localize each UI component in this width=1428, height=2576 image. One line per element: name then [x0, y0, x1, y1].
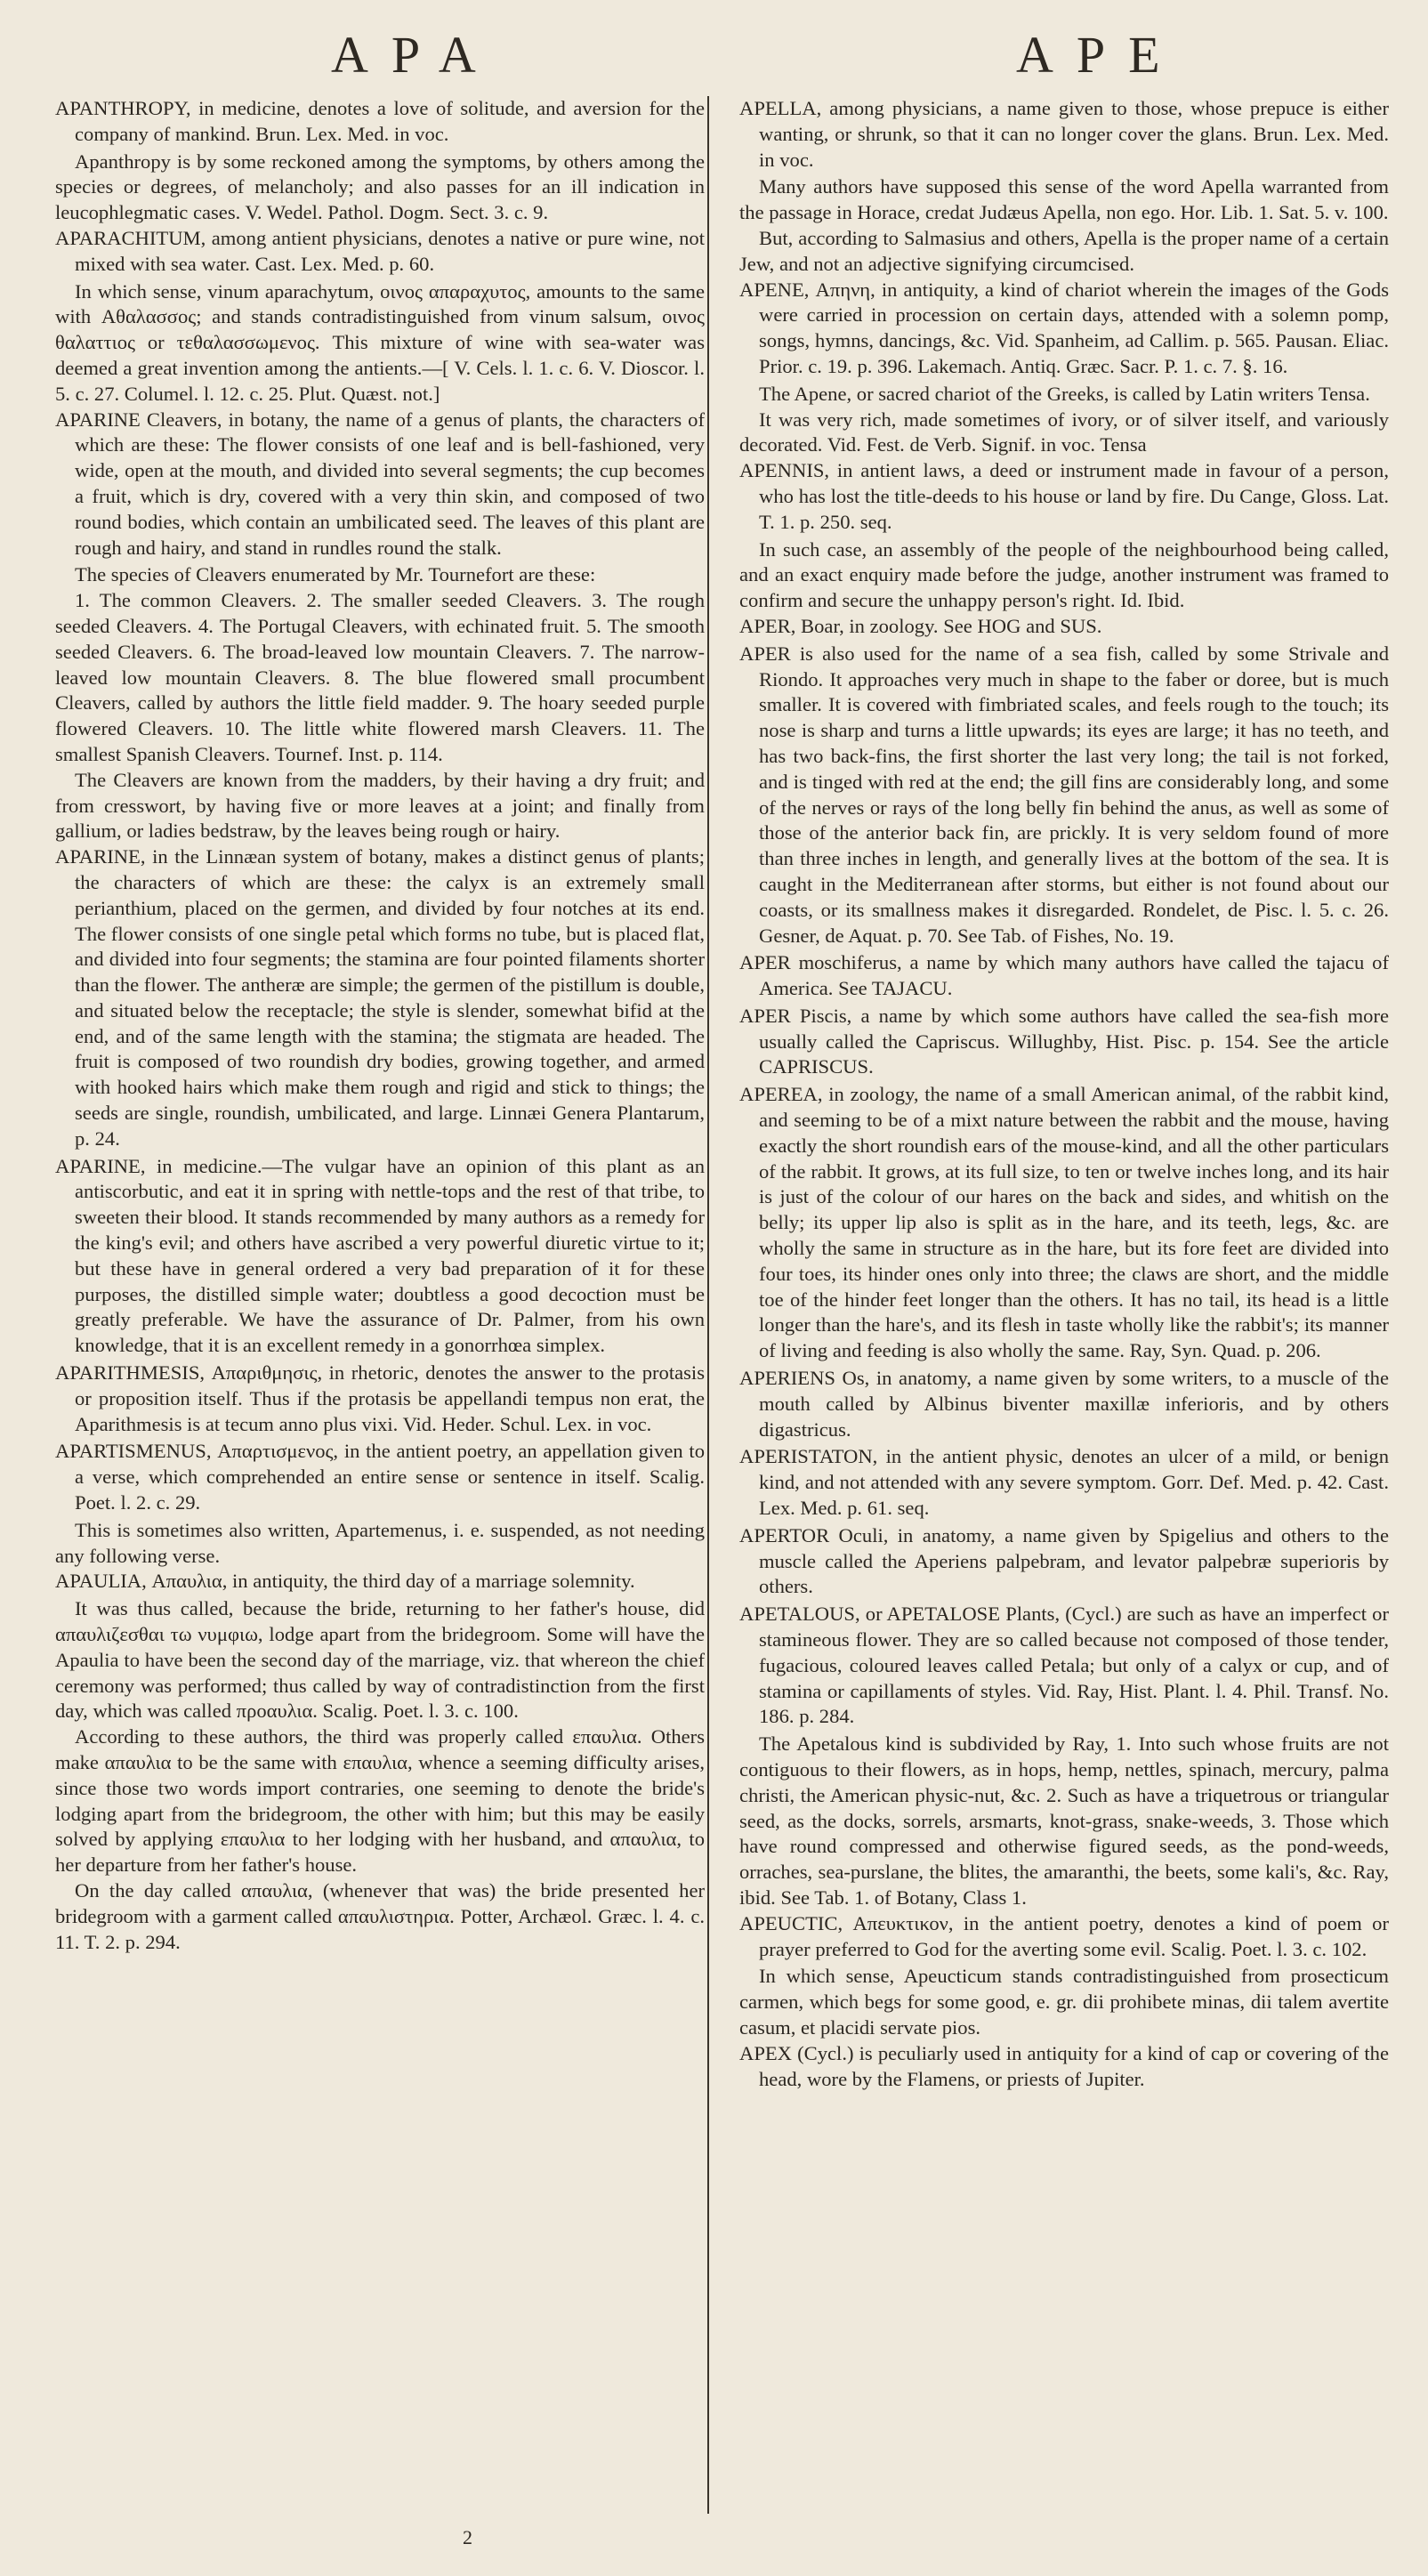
entry-paragraph: Many authors have supposed this sense of the word Apella warranted from the passage in Horace, credat Judæus Apella, non ego. Hor. Lib. 1. Sat. 5. v. 100. [739, 175, 1389, 224]
entry-paragraph: But, according to Salmasius and others, Apella is the proper name of a certain Jew, and not an adjective signifying circumcised. [739, 226, 1389, 275]
dictionary-entry: APARINE, in medicine.—The vulgar have an opinion of this plant as an antiscorbutic, and eat it in spring with nettle-tops and the rest of that tribe, to sweeten their blood. It stands recommended by many authors as a remedy for the king's evil; and others have ascribed a very powerful diuretic virtue to it; but these have in general ordered a very bad preparation of it for these purposes, the distilled simple water; doubtless a good decoction must be greatly preferable. We have the assurance of Dr. Palmer, from his own knowledge, that it is an excellent remedy in a gonorrhœa simplex. [55, 1154, 705, 1357]
dictionary-entry: APARACHITUM, among antient physicians, denotes a native or pure wine, not mixed with sea water. Cast. Lex. Med. p. 60. [55, 226, 705, 275]
dictionary-entry: APENE, Απηνη, in antiquity, a kind of chariot wherein the images of the Gods were carried in procession on certain days, attended with a solemn pomp, songs, hymns, dancings, &c. Vid. Spanheim, ad Callim. p. 565. Pausan. Eliac. Prior. c. 19. p. 396. Lakemach. Antiq. Græc. Sacr. P. 1. c. 7. §. 16. [739, 278, 1389, 377]
entry-paragraph: In which sense, vinum aparachytum, οινος απαραχυτος, amounts to the same with Αθαλασσος; and stands contradistinguished from vinum salsum, οινος θαλαττιος or τεθαλασσωμενος. This mixture of wine with sea-water was deemed a great invention among the antients.—[ V. Cels. l. 1. c. 6. V. Dioscor. l. 5. c. 27. Columel. l. 12. c. 25. Plut. Quæst. not.] [55, 279, 705, 405]
entry-paragraph: On the day called απαυλια, (whenever that was) the bride presented her bridegroom with a garment called απαυλιστηρια. Potter, Archæol. Græc. l. 4. c. 11. T. 2. p. 294. [55, 1878, 705, 1953]
columns [55, 96, 1389, 2514]
dictionary-entry: APERIENS Os, in anatomy, a name given by some writers, to a muscle of the mouth called by Albinus biventer maxillæ inferioris, and by others digastricus. [739, 1367, 1389, 1441]
dictionary-entry: APEUCTIC, Απευκτικον, in the antient poetry, denotes a kind of poem or prayer preferred to God for the averting some evil. Scalig. Poet. l. 3. c. 102. [739, 1911, 1389, 1960]
dictionary-entry: APARTISMENUS, Απαρτισμενος, in the antient poetry, an appellation given to a verse, which comprehended an entire sense or sentence in itself. Scalig. Poet. l. 2. c. 29. [55, 1440, 705, 1514]
entry-paragraph: It was very rich, made sometimes of ivory, or of silver itself, and variously decorated. Vid. Fest. de Verb. Signif. in voc. Tensa [739, 408, 1389, 456]
entry-paragraph: In which sense, Apeucticum stands contradistinguished from prosecticum carmen, which begs for some good, e. gr. dii prohibete minas, dii talem avertite casum, et placidi servate pios. [739, 1965, 1389, 2039]
running-head-right: APE [1016, 26, 1183, 84]
dictionary-entry: APEREA, in zoology, the name of a small American animal, of the rabbit kind, and seeming to be of a mixt nature between the rabbit and the mouse, having exactly the short roundish ears of the mouse-kind, and all the other particulars of the rabbit. It grows, at its full size, to ten or twelve inches long, and its hair is just of the colour of our hares on the back and sides, and whitish on the belly; its upper lip also is split as in the hare, and its teeth, legs, &c. are wholly the same in structure as in the hare, but its fore feet are divided into four toes, its hinder ones only into three; the claws are short, and the middle toe of the hinder feet longer than the others. It has no tail, its head is a little longer than the hare's, and its flesh in taste wholly like the rabbit's; its manner of living and feeding is also wholly the same. Ray, Syn. Quad. p. 206. [739, 1083, 1389, 1362]
dictionary-entry: APARINE Cleavers, in botany, the name of a genus of plants, the characters of which are these: The flower consists of one leaf and is bell-fashioned, very wide, open at the mouth, and divided into several segments; the cup becomes a fruit, which is dry, covered with a very thin skin, and composed of two round bodies, which contain an umbilicated seed. The leaves of this plant are rough and hairy, and stand in rundles round the stalk. [55, 408, 705, 559]
left-column [55, 96, 705, 2514]
page-number: 2 [463, 2526, 472, 2548]
entry-paragraph: It was thus called, because the bride, returning to her father's house, did απαυλιζεσθαι τω νυμφιω, lodge apart from the bridegroom. Some will have the Apaulia to have been the second day of the marriage, viz. that whereon the chief ceremony was performed; thus called by way of contradistinction from the first day, which was called προαυλια. Scalig. Poet. l. 3. c. 100. [55, 1597, 705, 1723]
dictionary-entry: APER Piscis, a name by which some authors have called the sea-fish more usually called the Capriscus. Willughby, Hist. Pisc. p. 154. See the article CAPRISCUS. [739, 1004, 1389, 1078]
entry-paragraph: This is sometimes also written, Apartemenus, i. e. suspended, as not needing any following verse. [55, 1518, 705, 1567]
dictionary-entry: APETALOUS, or APETALOSE Plants, (Cycl.) are such as have an imperfect or stamineous flower. They are so called because not composed of those tender, fugacious, coloured leaves called Petala; but only of a calyx or cup, and of stamina or capillaments of styles. Vid. Ray, Hist. Plant. l. 4. Phil. Transf. No. 186. p. 284. [739, 1603, 1389, 1728]
dictionary-entry: APER is also used for the name of a sea fish, called by some Strivale and Riondo. It approaches very much in shape to the faber or doree, but is much smaller. It is covered with fimbriated scales, and feels rough to the touch; its nose is sharp and turns a little upwards; its eyes are large; it has no teeth, and has two back-fins, the first shorter the last very long; the tail is not forked, and is tinged with red at the end; the gill fins are considerably long, and some of the nerves or rays of the long belly fin behind the anus, as well as some of those of the anterior back fin, are prickly. It is very seldom found of more than three inches in length, and generally lives at the bottom of the sea. It is caught in the Mediterranean after storms, but either is not found about our coasts, or its smallness makes it disregarded. Rondelet, de Pisc. l. 5. c. 26. Gesner, de Aquat. p. 70. See Tab. of Fishes, No. 19. [739, 642, 1389, 947]
entry-paragraph: In such case, an assembly of the people of the neighbourhood being called, and an exact enquiry made before the judge, another instrument was framed to confirm and secure the unhappy person's right. Id. Ibid. [739, 537, 1389, 612]
entry-paragraph: Apanthropy is by some reckoned among the symptoms, by others among the species or degrees, of melancholy; and also passes for an ill indication in leucophlegmatic cases. V. Wedel. Pathol. Dogm. Sect. 3. c. 9. [55, 149, 705, 224]
dictionary-entry: APEX (Cycl.) is peculiarly used in antiquity for a kind of cap or covering of the head, wore by the Flamens, or priests of Jupiter. [739, 2041, 1389, 2090]
dictionary-entry: APERISTATON, in the antient physic, denotes an ulcer of a mild, or benign kind, and not attended with any severe symptom. Gorr. Def. Med. p. 42. Cast. Lex. Med. p. 61. seq. [739, 1445, 1389, 1520]
dictionary-entry: APELLA, among physicians, a name given to those, whose prepuce is either wanting, or shrunk, so that it can no longer cover the glans. Brun. Lex. Med. in voc. [739, 97, 1389, 171]
dictionary-entry: APENNIS, in antient laws, a deed or instrument made in favour of a person, who has lost the title-deeds to his house or land by fire. Du Cange, Gloss. Lat. T. 1. p. 250. seq. [739, 459, 1389, 533]
entry-paragraph: The Apene, or sacred chariot of the Greeks, is called by Latin writers Tensa. [759, 382, 1370, 405]
entry-paragraph: The Apetalous kind is subdivided by Ray, 1. Into such whose fruits are not contiguous to their flowers, as in hops, hemp, nettles, spinach, mercury, palma christi, the American physic-nut, &c. 2. Such as have a triquetrous or triangular seed, as the docks, sorrels, arsmarts, knot-grass, snake-weeds, 3. Those which have round compressed and otherwise figured seeds, as the pond-weeds, orraches, sea-purslane, the blites, the amaranthi, the beets, some kali's, &c. Ray, ibid. See Tab. 1. of Botany, Class 1. [739, 1732, 1389, 1909]
dictionary-entry: APARITHMESIS, Απαριθμησις, in rhetoric, denotes the answer to the protasis or proposition itself. Thus if the protasis be appellandi tempus non erat, the Aparithmesis is at tecum anno plus vixi. Vid. Heder. Schul. Lex. in voc. [55, 1361, 705, 1435]
entry-paragraph: The Cleavers are known from the madders, by their having a dry fruit; and from cresswort, by having five or more leaves at a joint; and finally from gallium, or ladies bedstraw, by the leaves being rough or hairy. [55, 768, 705, 843]
dictionary-entry: APAULIA, Απαυλια, in antiquity, the third day of a marriage solemnity. [55, 1570, 635, 1593]
running-header [55, 0, 1389, 84]
right-column [739, 96, 1389, 2514]
dictionary-entry: APER, Boar, in zoology. See HOG and SUS. [739, 614, 1102, 637]
running-head-left: APA [331, 26, 499, 84]
dictionary-entry: APARINE, in the Linnæan system of botany, makes a distinct genus of plants; the characters of which are these: the calyx is an extremely small perianthium, placed on the germen, and divided by four notches at its end. The flower consists of one single petal which forms no tube, but is placed flat, and divided into four segments; the stamina are four pointed filaments shorter than the flower. The antheræ are simple; the germen of the pistillum is double, and situated below the receptacle; the style is slender, somewhat bifid at the end, and of the same length with the stamina; the stigmata are headed. The fruit is composed of two roundish dry bodies, growing together, and armed with hooked hairs which make them rough and rigid and stick to things; the seeds are single, roundish, umbilicated, and large. Linnæi Genera Plantarum, p. 24. [55, 845, 705, 1150]
dictionary-entry: APER moschiferus, a name by which many authors have called the tajacu of America. See TAJACU. [739, 951, 1389, 1000]
dictionary-entry: APERTOR Oculi, in anatomy, a name given by Spigelius and others to the muscle called the Aperiens palpebram, and levator palpebræ superioris by others. [739, 1523, 1389, 1598]
entry-paragraph: 1. The common Cleavers. 2. The smaller seeded Cleavers. 3. The rough seeded Cleavers. 4. The Portugal Cleavers, with echinated fruit. 5. The smooth seeded Cleavers. 6. The broad-leaved low mountain Cleavers. 7. The narrow-leaved low mountain Cleavers. 8. The blue flowered small procumbent Cleavers, called by authors the little field madder. 9. The hoary seeded purple flowered Cleavers. 10. The little white flowered marsh Cleavers. 11. The smallest Spanish Cleavers. Tournef. Inst. p. 114. [55, 589, 705, 765]
entry-paragraph: According to these authors, the third was properly called επαυλια. Others make απαυλια to be the same with επαυλια, whence a seeming difficulty arises, since those two words import contraries, one seeming to denote the bride's lodging apart from the bridegroom, the other with him; but this may be easily solved by applying επαυλια to her lodging with her husband, and απαυλια, to her departure from her father's house. [55, 1725, 705, 1877]
dictionary-entry: APANTHROPY, in medicine, denotes a love of solitude, and aversion for the company of mankind. Brun. Lex. Med. in voc. [55, 97, 705, 145]
entry-paragraph: The species of Cleavers enumerated by Mr. Tournefort are these: [75, 563, 596, 586]
